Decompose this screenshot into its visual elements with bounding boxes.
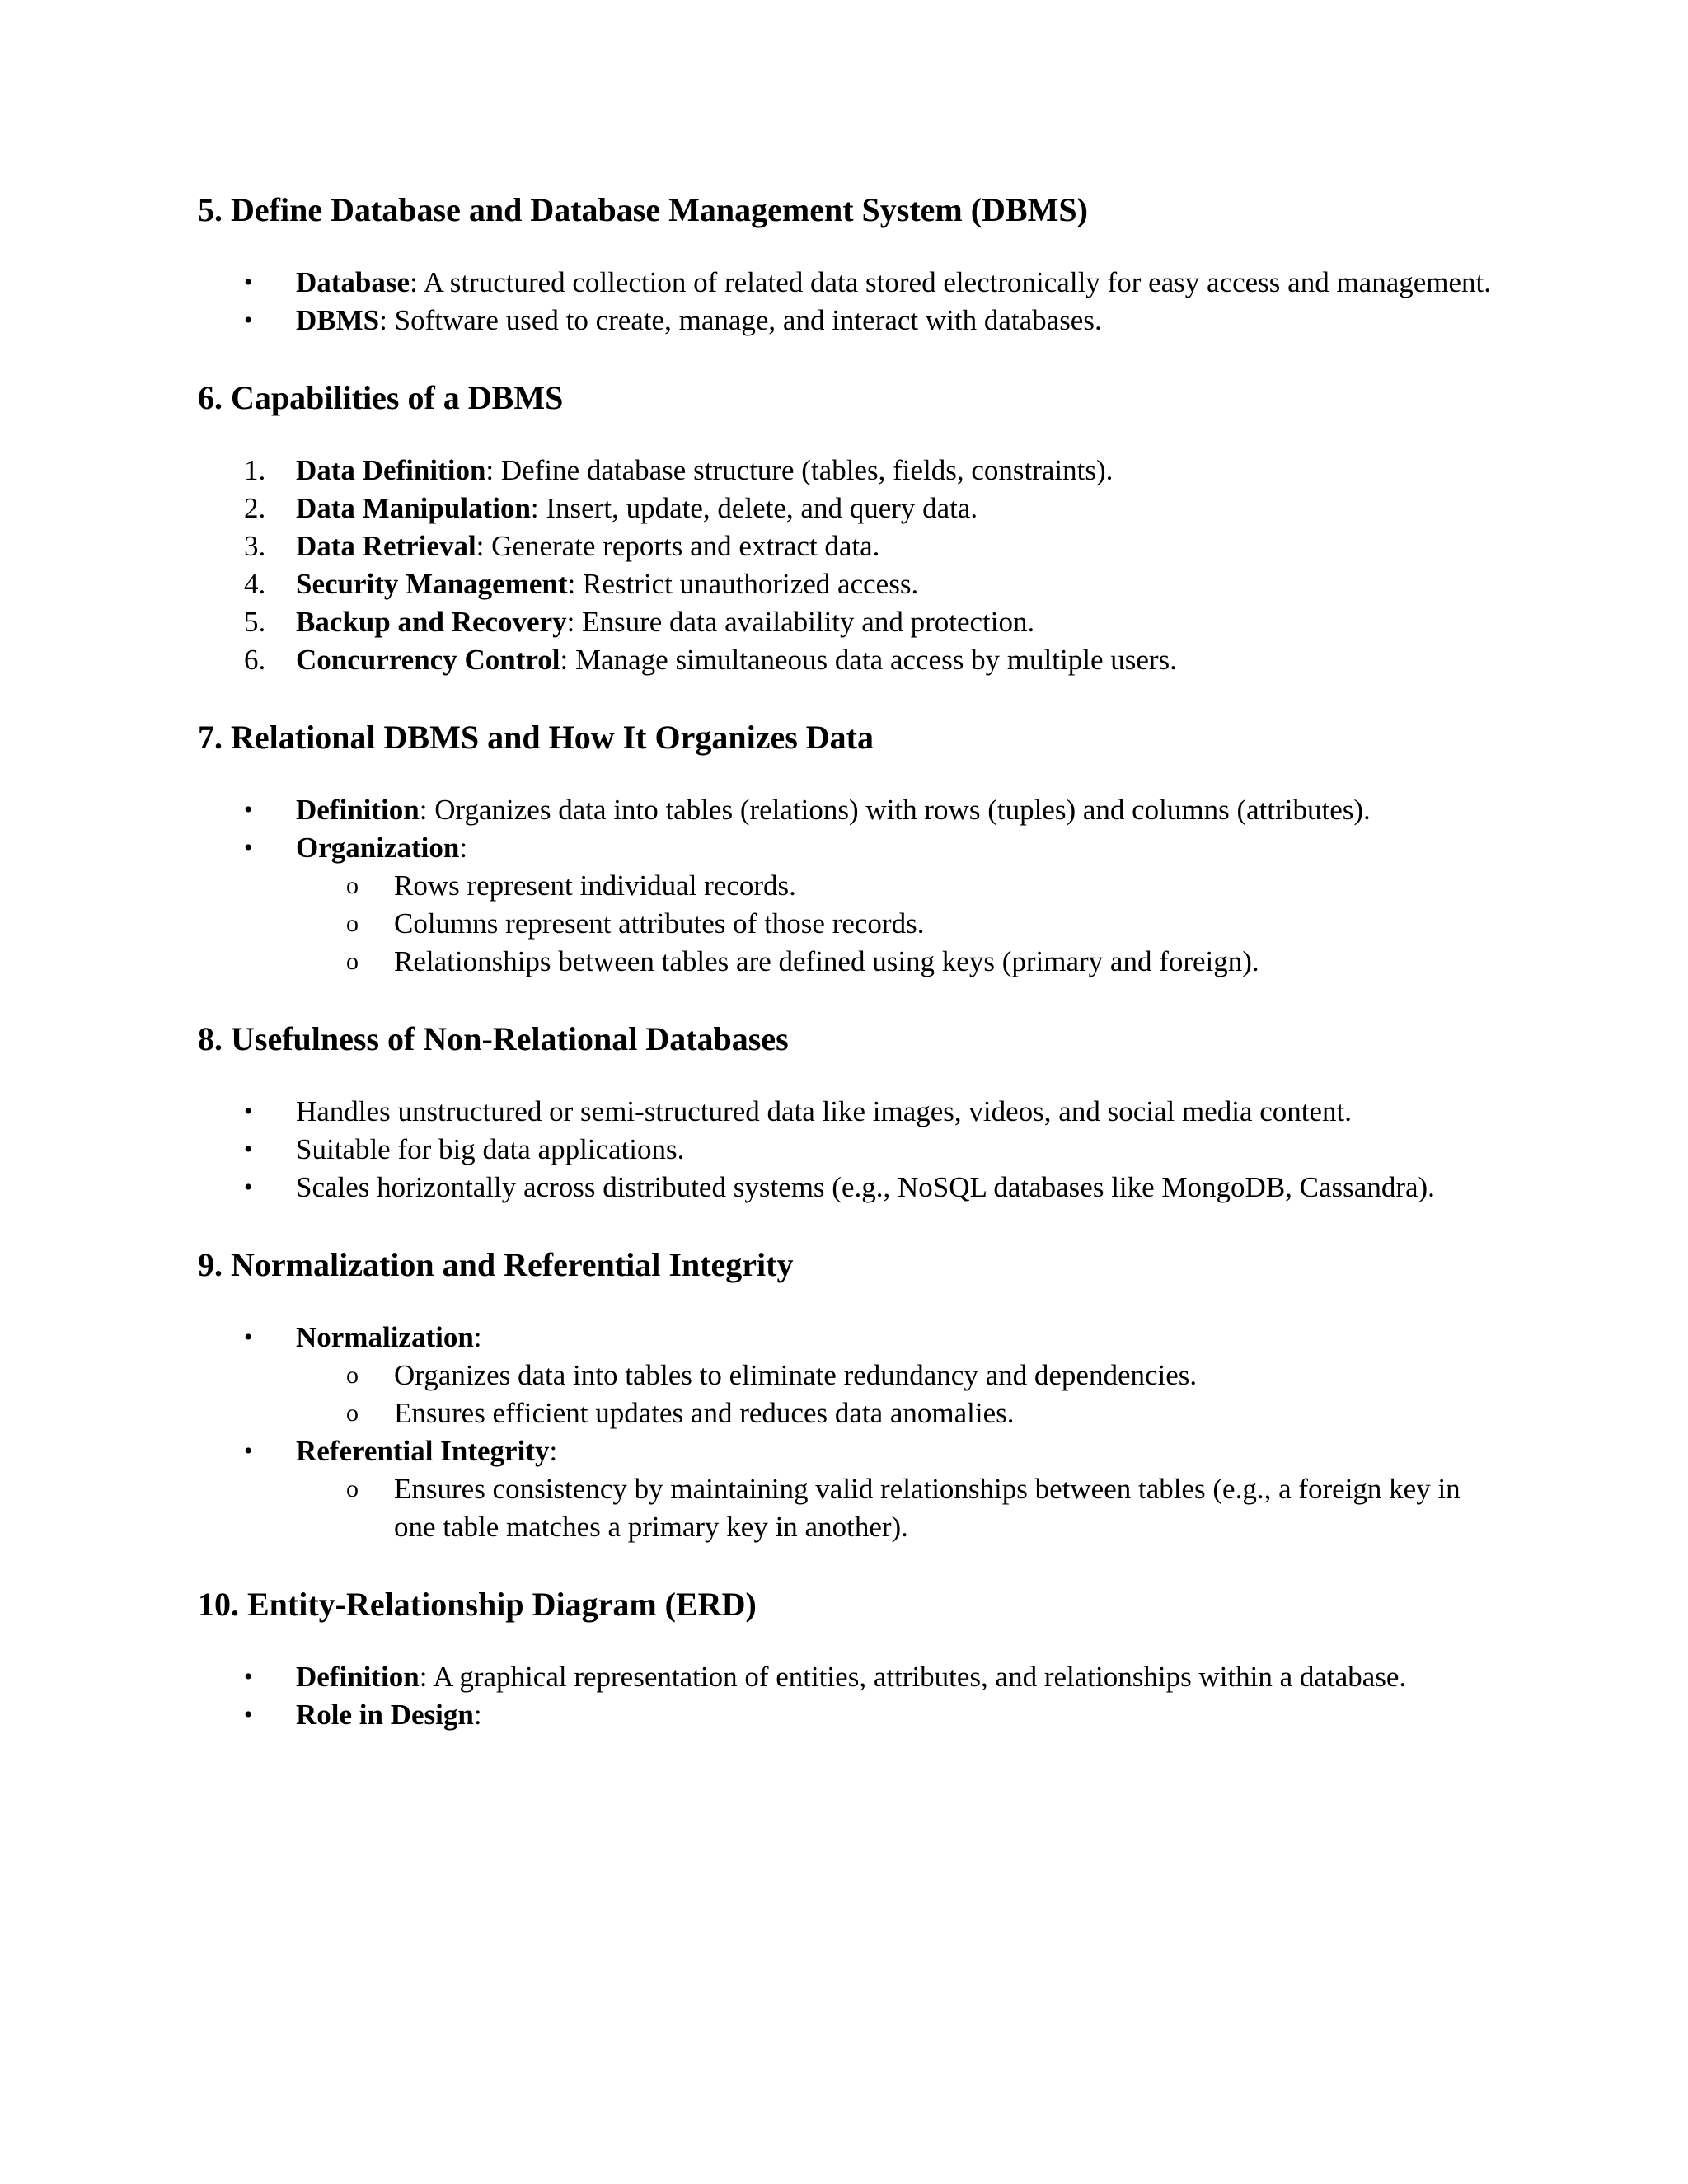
- list-item: [198, 1658, 1500, 1696]
- list-number: 6.: [244, 644, 266, 676]
- bullet-icon: •: [244, 1663, 253, 1690]
- list-item-text: :: [549, 1435, 558, 1467]
- list-item-text: : Organizes data into tables (relations) with rows (tuples) and columns (attributes).: [419, 794, 1371, 826]
- section-9-list: [198, 1319, 1500, 1546]
- sub-list-item-text: Organizes data into tables to eliminate redundancy and dependencies.: [394, 1359, 1198, 1391]
- list-item-term: Backup and Recovery: [296, 606, 567, 638]
- list-item: [198, 1696, 1500, 1734]
- list-item-text: : A graphical representation of entities, attributes, and relationships within a database.: [419, 1661, 1407, 1693]
- list-item: [198, 1319, 1500, 1432]
- list-item-term: Definition: [296, 1661, 420, 1693]
- sub-list-item-text: Ensures efficient updates and reduces data anomalies.: [394, 1397, 1015, 1429]
- bullet-icon: •: [244, 1437, 253, 1465]
- list-item-term: Definition: [296, 794, 420, 826]
- list-item-term: Normalization: [296, 1321, 474, 1353]
- list-item-term: Security Management: [296, 568, 568, 600]
- list-number: 3.: [244, 530, 266, 562]
- circle-bullet-icon: o: [346, 1475, 359, 1502]
- list-item-text: Suitable for big data applications.: [296, 1133, 685, 1165]
- sub-list-item: [296, 1394, 1500, 1432]
- list-item: [198, 565, 1500, 603]
- list-item-text: : Software used to create, manage, and interact with databases.: [379, 304, 1102, 336]
- list-item: [198, 264, 1500, 302]
- list-item: [198, 302, 1500, 340]
- list-number: 1.: [244, 454, 266, 486]
- circle-bullet-icon: o: [346, 872, 359, 899]
- list-item-term: Organization: [296, 832, 460, 864]
- sub-list-item: [296, 867, 1500, 905]
- list-item: [198, 452, 1500, 490]
- list-item: [198, 1169, 1500, 1207]
- list-item-text: Scales horizontally across distributed systems (e.g., NoSQL databases like MongoDB, Cassandra).: [296, 1171, 1435, 1203]
- list-number: 4.: [244, 568, 266, 600]
- sub-list-item-text: Columns represent attributes of those records.: [394, 907, 925, 940]
- list-item: [198, 603, 1500, 641]
- circle-bullet-icon: o: [346, 910, 359, 937]
- circle-bullet-icon: o: [346, 1361, 359, 1389]
- list-item-text: : A structured collection of related data stored electronically for easy access and management.: [410, 266, 1492, 298]
- list-item: [198, 527, 1500, 565]
- bullet-icon: •: [244, 1701, 253, 1728]
- sub-list-item: [296, 1357, 1500, 1394]
- list-item-term: Database: [296, 266, 410, 298]
- list-item-term: Data Retrieval: [296, 530, 476, 562]
- bullet-icon: •: [244, 1098, 253, 1125]
- list-item: [198, 641, 1500, 679]
- bullet-icon: •: [244, 1174, 253, 1201]
- list-item-text: Handles unstructured or semi-structured data like images, videos, and social media content.: [296, 1095, 1353, 1127]
- list-item-text: : Restrict unauthorized access.: [567, 568, 919, 600]
- list-item-term: Data Definition: [296, 454, 486, 486]
- list-item: [198, 1131, 1500, 1169]
- list-item-text: : Generate reports and extract data.: [476, 530, 880, 562]
- list-item-term: DBMS: [296, 304, 380, 336]
- bullet-icon: •: [244, 796, 253, 823]
- list-item-text: : Ensure data availability and protection.: [566, 606, 1035, 638]
- circle-bullet-icon: o: [346, 1399, 359, 1427]
- list-item-text: :: [459, 832, 468, 864]
- bullet-icon: •: [244, 307, 253, 334]
- list-item-term: Concurrency Control: [296, 644, 560, 676]
- list-item-text: : Define database structure (tables, fields, constraints).: [485, 454, 1114, 486]
- list-item: [198, 490, 1500, 527]
- bullet-icon: •: [244, 1324, 253, 1351]
- list-item-text: :: [473, 1699, 482, 1731]
- list-item: [198, 1432, 1500, 1546]
- section-heading-5: 5. Define Database and Database Management System (DBMS): [198, 191, 1088, 228]
- section-7-list: [198, 791, 1500, 981]
- bullet-icon: •: [244, 834, 253, 861]
- list-item-text: : Insert, update, delete, and query data.: [530, 492, 978, 524]
- list-item: [198, 1093, 1500, 1131]
- sub-list-item-text: Rows represent individual records.: [394, 869, 796, 902]
- bullet-icon: •: [244, 269, 253, 296]
- bullet-icon: •: [244, 1136, 253, 1163]
- section-5-list: [198, 264, 1500, 340]
- list-item-term: Role in Design: [296, 1699, 474, 1731]
- sub-list-item: [296, 905, 1500, 943]
- circle-bullet-icon: o: [346, 948, 359, 975]
- section-10-list: [198, 1658, 1500, 1734]
- sub-list-item-text: Relationships between tables are defined using keys (primary and foreign).: [394, 945, 1259, 977]
- section-heading-6: 6. Capabilities of a DBMS: [198, 379, 564, 416]
- sub-list: [296, 1357, 1500, 1432]
- sub-list: [296, 1470, 1500, 1546]
- section-heading-8: 8. Usefulness of Non-Relational Databases: [198, 1020, 789, 1057]
- section-heading-9: 9. Normalization and Referential Integrity: [198, 1246, 794, 1283]
- sub-list: [296, 867, 1500, 981]
- section-8-list: [198, 1093, 1500, 1207]
- list-item-text: : Manage simultaneous data access by multiple users.: [560, 644, 1177, 676]
- list-item: [198, 791, 1500, 829]
- section-6-list: [198, 452, 1500, 679]
- document-content: [198, 191, 1500, 1774]
- sub-list-item: [296, 943, 1500, 981]
- list-number: 5.: [244, 606, 266, 638]
- sub-list-item: [296, 1470, 1500, 1546]
- list-number: 2.: [244, 492, 266, 524]
- list-item-text: :: [473, 1321, 482, 1353]
- list-item-term: Referential Integrity: [296, 1435, 550, 1467]
- section-heading-7: 7. Relational DBMS and How It Organizes Data: [198, 719, 874, 756]
- list-item: [198, 829, 1500, 981]
- section-heading-10: 10. Entity-Relationship Diagram (ERD): [198, 1586, 757, 1623]
- sub-list-item-text: Ensures consistency by maintaining valid relationships between tables (e.g., a foreign key in one table matches a primary key in another).: [394, 1473, 1461, 1543]
- list-item-term: Data Manipulation: [296, 492, 531, 524]
